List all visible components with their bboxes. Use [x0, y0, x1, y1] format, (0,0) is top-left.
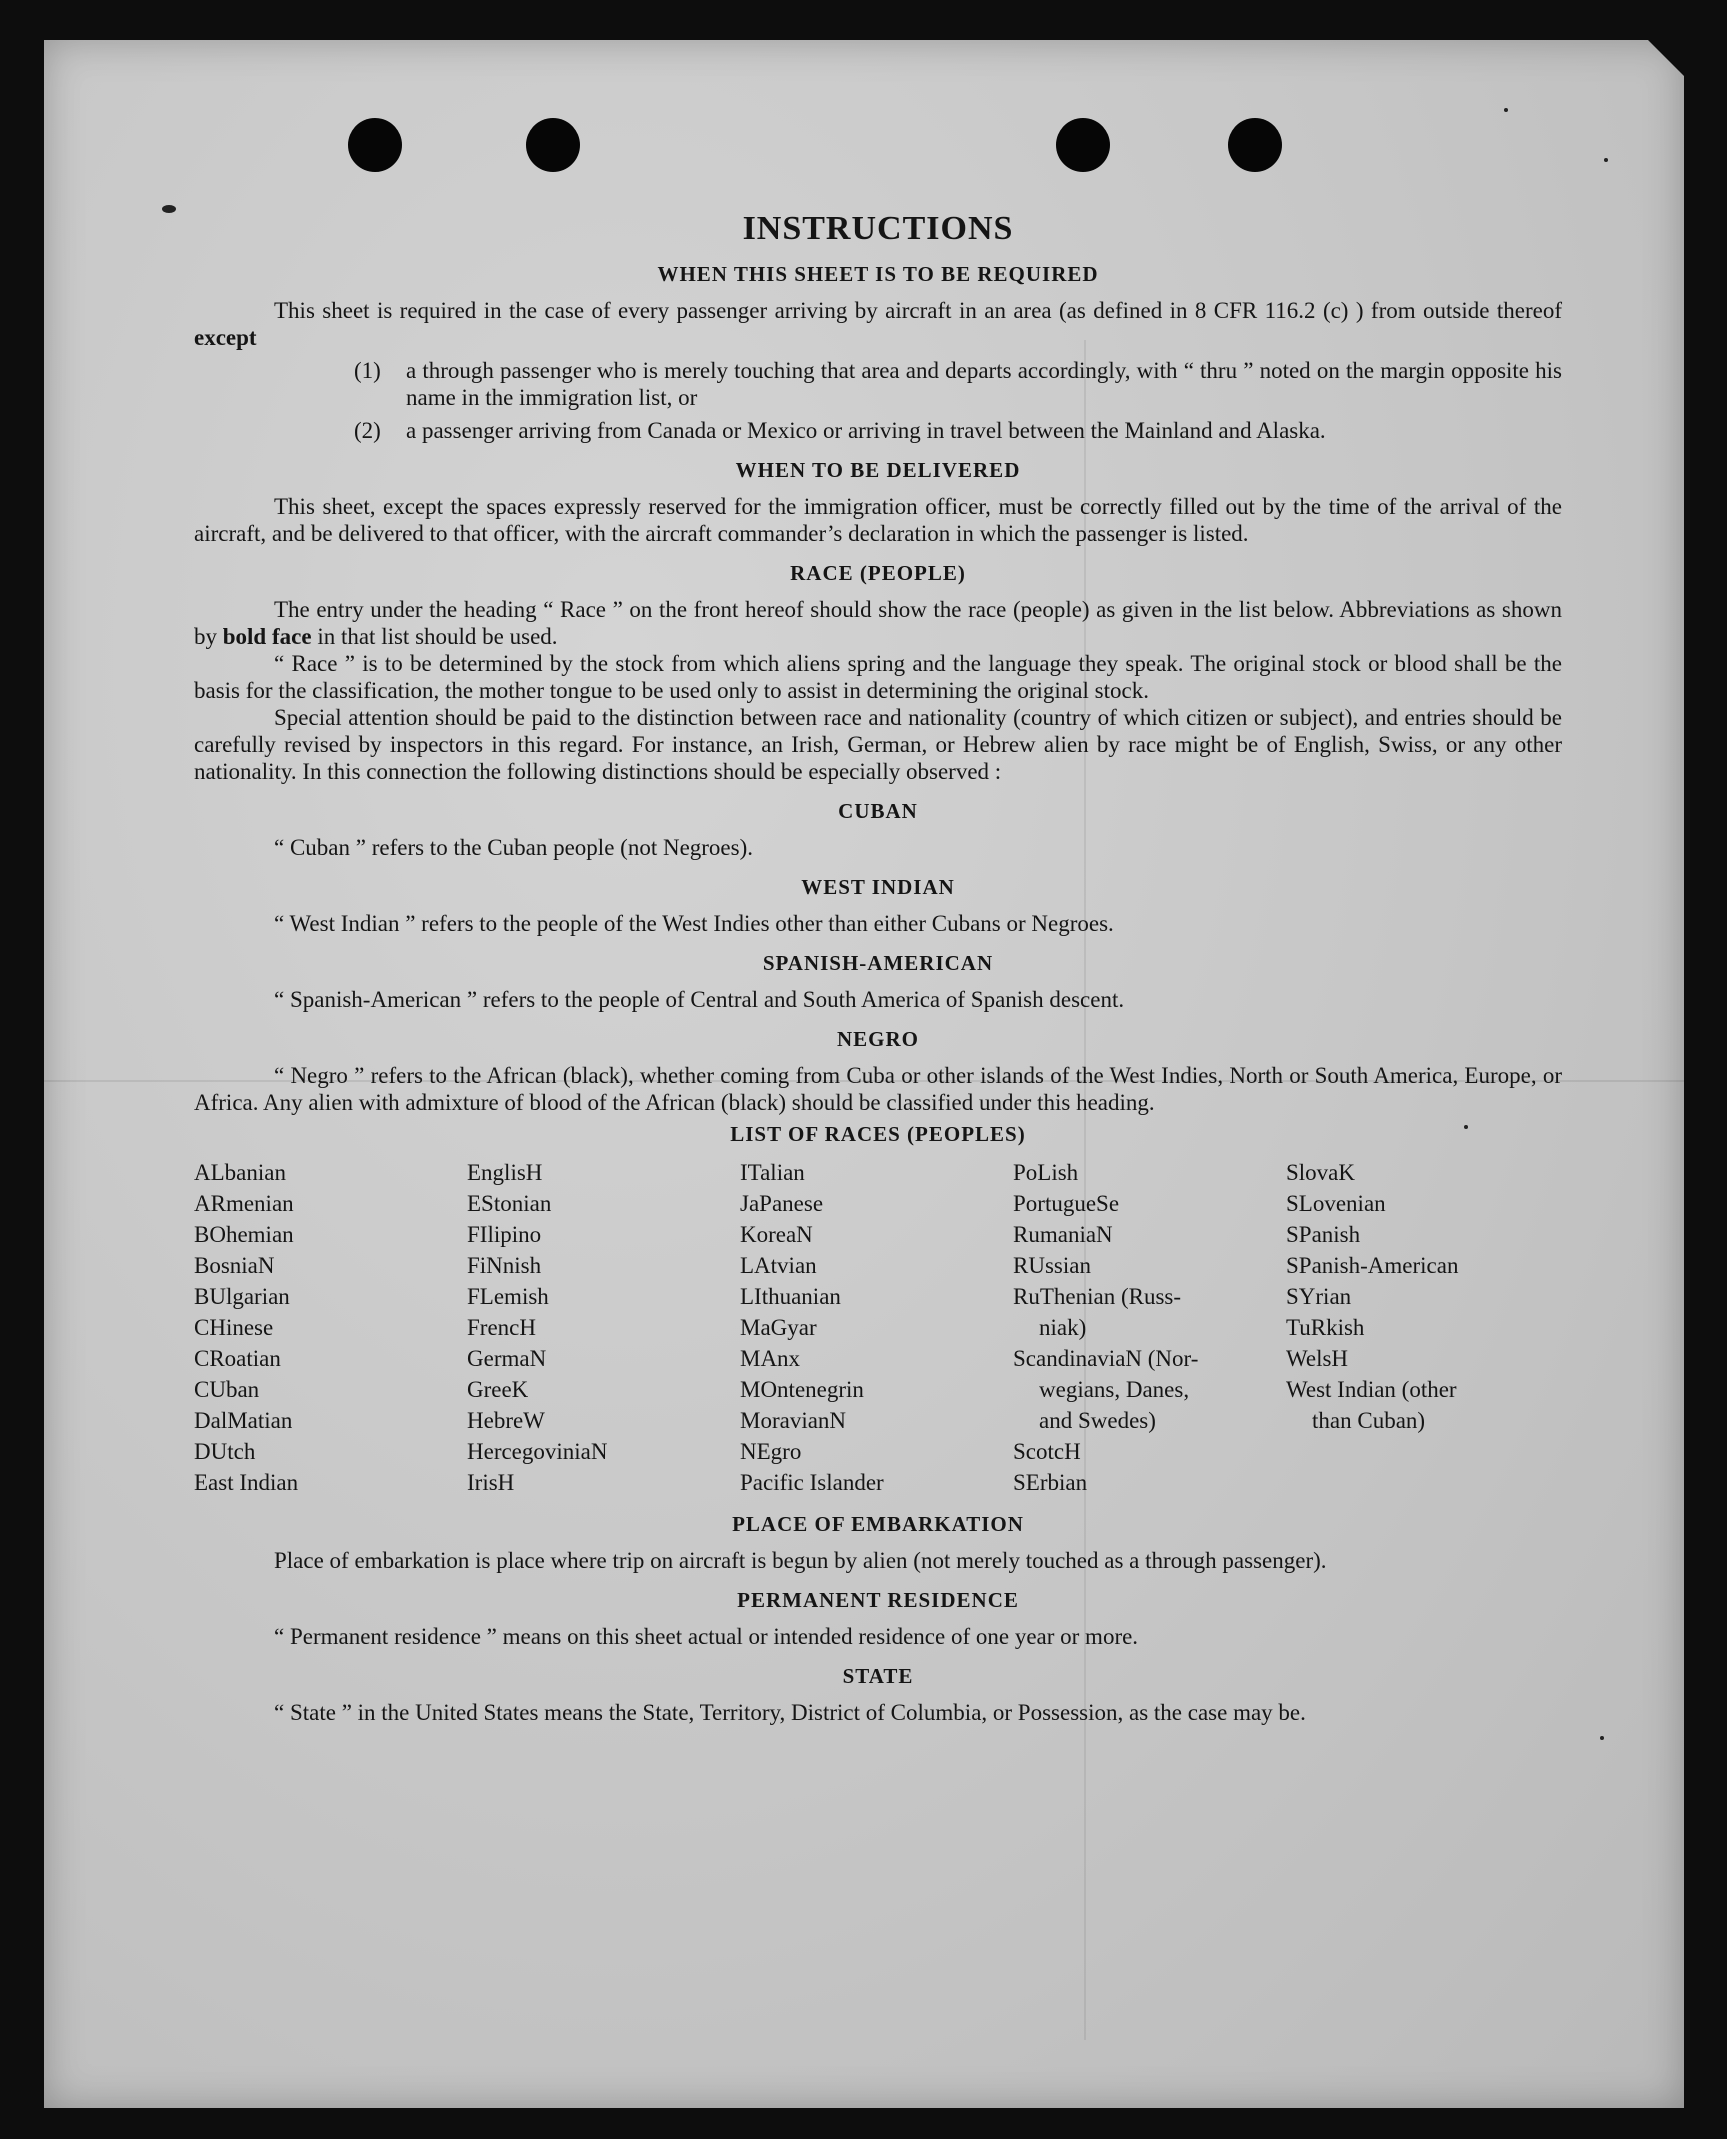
- race-entry: SlovaK: [1286, 1160, 1355, 1185]
- races-column-4: [1013, 1157, 1286, 1498]
- races-column-1: [194, 1157, 467, 1498]
- exception-item: (2) a passenger arriving from Canada or Mexico or arriving in travel between the Mainland and Alaska.: [354, 418, 1326, 443]
- race-entry-continued: wegians, Danes,: [1039, 1377, 1190, 1402]
- race-entry: FiNnish: [467, 1253, 542, 1278]
- race-entry: ScandinaviaN (Nor-: [1013, 1346, 1199, 1371]
- race-entry: LIthuanian: [740, 1284, 841, 1309]
- race-entry: FLemish: [467, 1284, 549, 1309]
- race-entry: NEgro: [740, 1439, 802, 1464]
- heading-race: RACE (PEOPLE): [790, 561, 966, 585]
- heading-when-required: WHEN THIS SHEET IS TO BE REQUIRED: [657, 262, 1099, 286]
- race-entry: TuRkish: [1286, 1315, 1365, 1340]
- punch-hole: [526, 118, 580, 172]
- race-entry: RUssian: [1013, 1253, 1091, 1278]
- race-entry: CRoatian: [194, 1346, 281, 1371]
- race-entry-continued: and Swedes): [1039, 1408, 1156, 1433]
- race-entry: ITalian: [740, 1160, 805, 1185]
- heading-permanent-residence: PERMANENT RESIDENCE: [737, 1588, 1019, 1612]
- race-entry: DalMatian: [194, 1408, 293, 1433]
- negro-text: “ Negro ” refers to the African (black), whether coming from Cuba or other islands of the West Indies, North or South America, Europe, or Africa. Any alien with admixture of blood of the African (black) should be classified under this heading.: [194, 1063, 1562, 1115]
- cuban-text: “ Cuban ” refers to the Cuban people (not Negroes).: [274, 835, 754, 860]
- race-paragraph: Special attention should be paid to the distinction between race and nationality (country of which citizen or subject), and entries should be carefully revised by inspectors in this regard. For instance, an Irish, German, or Hebrew alien by race might be of English, Swiss, or any other nationality. In this connection the following distinctions should be especially observed :: [194, 705, 1562, 784]
- race-entry: BUlgarian: [194, 1284, 290, 1309]
- heading-west-indian: WEST INDIAN: [801, 875, 955, 899]
- paper-speck: [1600, 1736, 1604, 1740]
- race-entry: SLovenian: [1286, 1191, 1386, 1216]
- race-entry: DUtch: [194, 1439, 256, 1464]
- paper-speck: [162, 205, 176, 213]
- race-entry: WelsH: [1286, 1346, 1349, 1371]
- race-entry: ARmenian: [194, 1191, 294, 1216]
- race-entry: GreeK: [467, 1377, 529, 1402]
- race-entry: EnglisH: [467, 1160, 543, 1185]
- race-entry: CHinese: [194, 1315, 274, 1340]
- race-entry: LAtvian: [740, 1253, 817, 1278]
- race-paragraph: “ Race ” is to be determined by the stock from which aliens spring and the language they speak. The original stock or blood shall be the basis for the classification, the mother tongue to be used only to assist in determining the original stock.: [194, 651, 1562, 703]
- races-list: [194, 1157, 1562, 1498]
- race-entry: RumaniaN: [1013, 1222, 1113, 1247]
- spanish-american-text: “ Spanish-American ” refers to the people of Central and South America of Spanish descent.: [274, 987, 1125, 1012]
- race-entry: MAnx: [740, 1346, 801, 1371]
- race-entry: KoreaN: [740, 1222, 813, 1247]
- race-entry: ALbanian: [194, 1160, 286, 1185]
- race-entry: Pacific Islander: [740, 1470, 884, 1495]
- page-title: INSTRUCTIONS: [742, 210, 1014, 247]
- race-entry: BOhemian: [194, 1222, 294, 1247]
- race-entry: HebreW: [467, 1408, 545, 1433]
- race-entry: MOntenegrin: [740, 1377, 864, 1402]
- exception-item: (1) a through passenger who is merely touching that area and departs accordingly, with “ thru ” noted on the margin opposite his name in the immigration list, or: [354, 358, 1562, 410]
- race-paragraph: The entry under the heading “ Race ” on the front hereof should show the race (people) as given in the list below. Abbreviations as shown by bold face in that list should be used.: [194, 597, 1562, 649]
- heading-list-of-races: LIST OF RACES (PEOPLES): [730, 1122, 1026, 1146]
- west-indian-text: “ West Indian ” refers to the people of the West Indies other than either Cubans or Negroes.: [274, 911, 1114, 936]
- race-entry: CUban: [194, 1377, 260, 1402]
- race-entry: FIlipino: [467, 1222, 542, 1247]
- punch-hole: [1228, 118, 1282, 172]
- race-entry: RuThenian (Russ-: [1013, 1284, 1182, 1309]
- residence-text: “ Permanent residence ” means on this sheet actual or intended residence of one year or more.: [274, 1624, 1139, 1649]
- heading-when-delivered: WHEN TO BE DELIVERED: [735, 458, 1021, 482]
- races-column-3: [740, 1157, 1013, 1498]
- races-column-2: [467, 1157, 740, 1498]
- required-intro: This sheet is required in the case of every passenger arriving by aircraft in an area (as defined in 8 CFR 116.2 (c) ) from outside thereof except: [194, 298, 1562, 350]
- embarkation-text: Place of embarkation is place where trip on aircraft is begun by alien (not merely touched as a through passenger).: [274, 1548, 1327, 1573]
- paper-speck: [1504, 108, 1508, 112]
- race-entry: SPanish-American: [1286, 1253, 1459, 1278]
- heading-negro: NEGRO: [836, 1027, 919, 1051]
- race-entry: East Indian: [194, 1470, 299, 1495]
- race-entry: West Indian (other: [1286, 1377, 1457, 1402]
- heading-state: STATE: [842, 1664, 914, 1688]
- punch-hole: [1056, 118, 1110, 172]
- race-entry: IrisH: [467, 1470, 515, 1495]
- state-text: “ State ” in the United States means the State, Territory, District of Columbia, or Possession, as the case may be.: [274, 1700, 1306, 1725]
- folded-corner: [1648, 40, 1684, 76]
- race-entry: MoravianN: [740, 1408, 847, 1433]
- race-entry-continued: than Cuban): [1312, 1408, 1426, 1433]
- paper-speck: [1604, 158, 1608, 162]
- race-entry-continued: niak): [1039, 1315, 1087, 1340]
- race-entry: PortugueSe: [1013, 1191, 1120, 1216]
- delivered-text: This sheet, except the spaces expressly reserved for the immigration officer, must be correctly filled out by the time of the arrival of the aircraft, and be delivered to that officer, with the aircraft commander’s declaration in which the passenger is listed.: [194, 494, 1562, 546]
- race-entry: SPanish: [1286, 1222, 1361, 1247]
- heading-cuban: CUBAN: [838, 799, 918, 823]
- punch-hole: [348, 118, 402, 172]
- instructions-content: [194, 210, 1562, 1726]
- races-column-5: [1286, 1157, 1559, 1498]
- heading-spanish-american: SPANISH-AMERICAN: [762, 951, 994, 975]
- race-entry: PoLish: [1013, 1160, 1079, 1185]
- race-entry: EStonian: [467, 1191, 552, 1216]
- race-entry: MaGyar: [740, 1315, 817, 1340]
- race-entry: HercegoviniaN: [467, 1439, 608, 1464]
- race-entry: SErbian: [1013, 1470, 1088, 1495]
- race-entry: ScotcH: [1013, 1439, 1081, 1464]
- heading-embarkation: PLACE OF EMBARKATION: [732, 1512, 1024, 1536]
- race-entry: FrencH: [467, 1315, 536, 1340]
- document-sheet: [44, 40, 1684, 2108]
- race-entry: JaPanese: [740, 1191, 824, 1216]
- race-entry: BosniaN: [194, 1253, 275, 1278]
- race-entry: GermaN: [467, 1346, 547, 1371]
- race-entry: SYrian: [1286, 1284, 1352, 1309]
